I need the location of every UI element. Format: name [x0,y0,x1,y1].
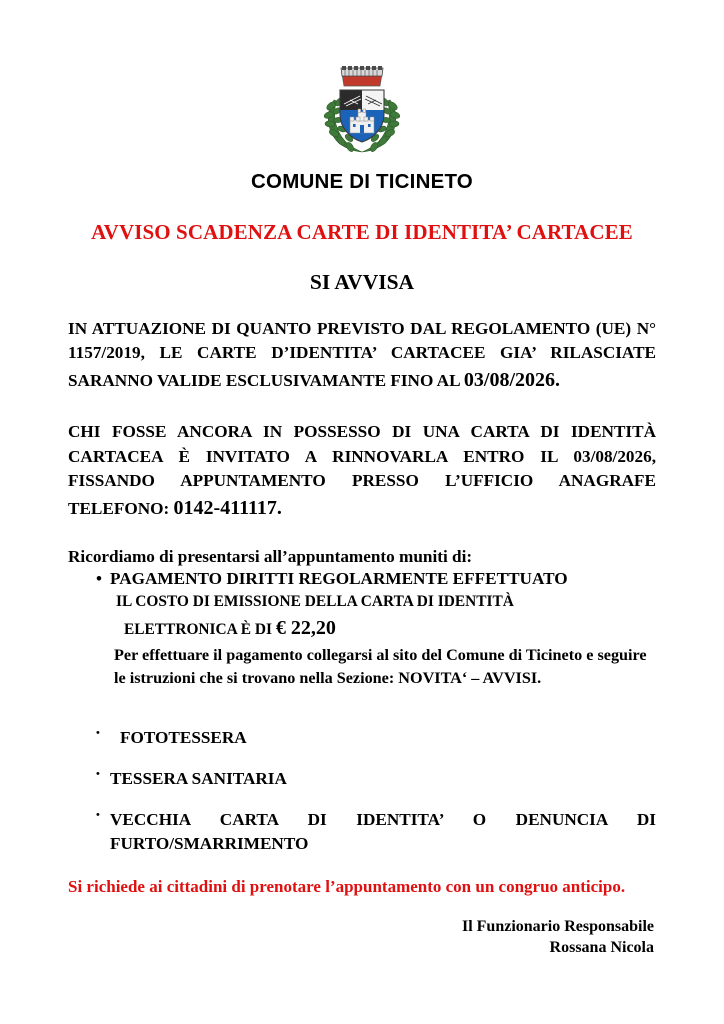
paragraph-validity [68,317,656,394]
coat-of-arms-emblem [320,62,404,156]
crown-icon [341,66,383,86]
paragraph-renewal-text: CHI FOSSE ANCORA IN POSSESSO DI UNA CARTA DI IDENTITÀ CARTACEA È INVITATO A RINNOVARLA ENTRO IL 03/08/2026, FISSANDO APPUNTAMENTO PRESSO L’UFFICIO ANAGRAFE TELEFONO: [68,422,656,518]
payment-instructions: Per effettuare il pagamento collegarsi al sito del Comune di Ticineto e seguire le istruzioni che si trovano nella Sezione: NOVITA‘ – AVVISI. [114,646,647,688]
bullet-marker-icon: • [96,809,100,822]
list-item [68,726,656,750]
comune-title: COMUNE DI TICINETO [251,170,473,193]
signature-block [68,916,656,958]
bullet-label-payment: PAGAMENTO DIRITTI REGOLARMENTE EFFETTUATO [110,568,568,588]
phone-number-emphasis: 0142-411117. [173,496,282,519]
bullet-marker-icon: • [96,768,100,781]
signature-name: Rossana Nicola [549,938,654,956]
signature-role: Il Funzionario Responsabile [461,917,654,935]
expiry-date-emphasis: 03/08/2026. [463,368,561,391]
list-item [68,767,656,791]
list-item [68,567,656,690]
bullet-label-old-id: VECCHIA CARTA DI IDENTITA’ O DENUNCIA DI FURTO/SMARRIMENTO [110,810,656,854]
list-item [68,808,656,856]
bullet-label-photo: FOTOTESSERA [120,728,247,748]
payment-cost-line-1: IL COSTO DI EMISSIONE DELLA CARTA DI IDENTITÀ [116,592,514,610]
red-closing-note: Si richiede ai cittadini di prenotare l’appuntamento con un congruo anticipo. [68,876,626,896]
notice-red-title: AVVISO SCADENZA CARTE DI IDENTITA’ CARTACEE [91,220,633,244]
payment-cost-prefix: ELETTRONICA È DI [124,620,276,638]
si-avvisa-heading: SI AVVISA [309,270,415,294]
paragraph-validity-text: IN ATTUAZIONE DI QUANTO PREVISTO DAL REGOLAMENTO (UE) N° 1157/2019, LE CARTE D’IDENTITA’ CARTACEE GIA’ RILASCIATE SARANNO VALIDE ESCLUSIVAMANTE FINO AL [68,319,656,390]
bullet-marker-icon: • [96,568,102,588]
bullet-label-health-card: TESSERA SANITARIA [110,769,287,789]
emblem-container [68,0,656,162]
payment-amount: € 22,20 [275,616,336,639]
bullet-marker-icon: • [96,727,100,740]
requirements-list [68,567,656,857]
payment-cost-line-2 [110,613,656,643]
paragraph-renewal [68,420,656,522]
list-intro-text: Ricordiamo di presentarsi all’appuntamento muniti di: [68,546,473,566]
